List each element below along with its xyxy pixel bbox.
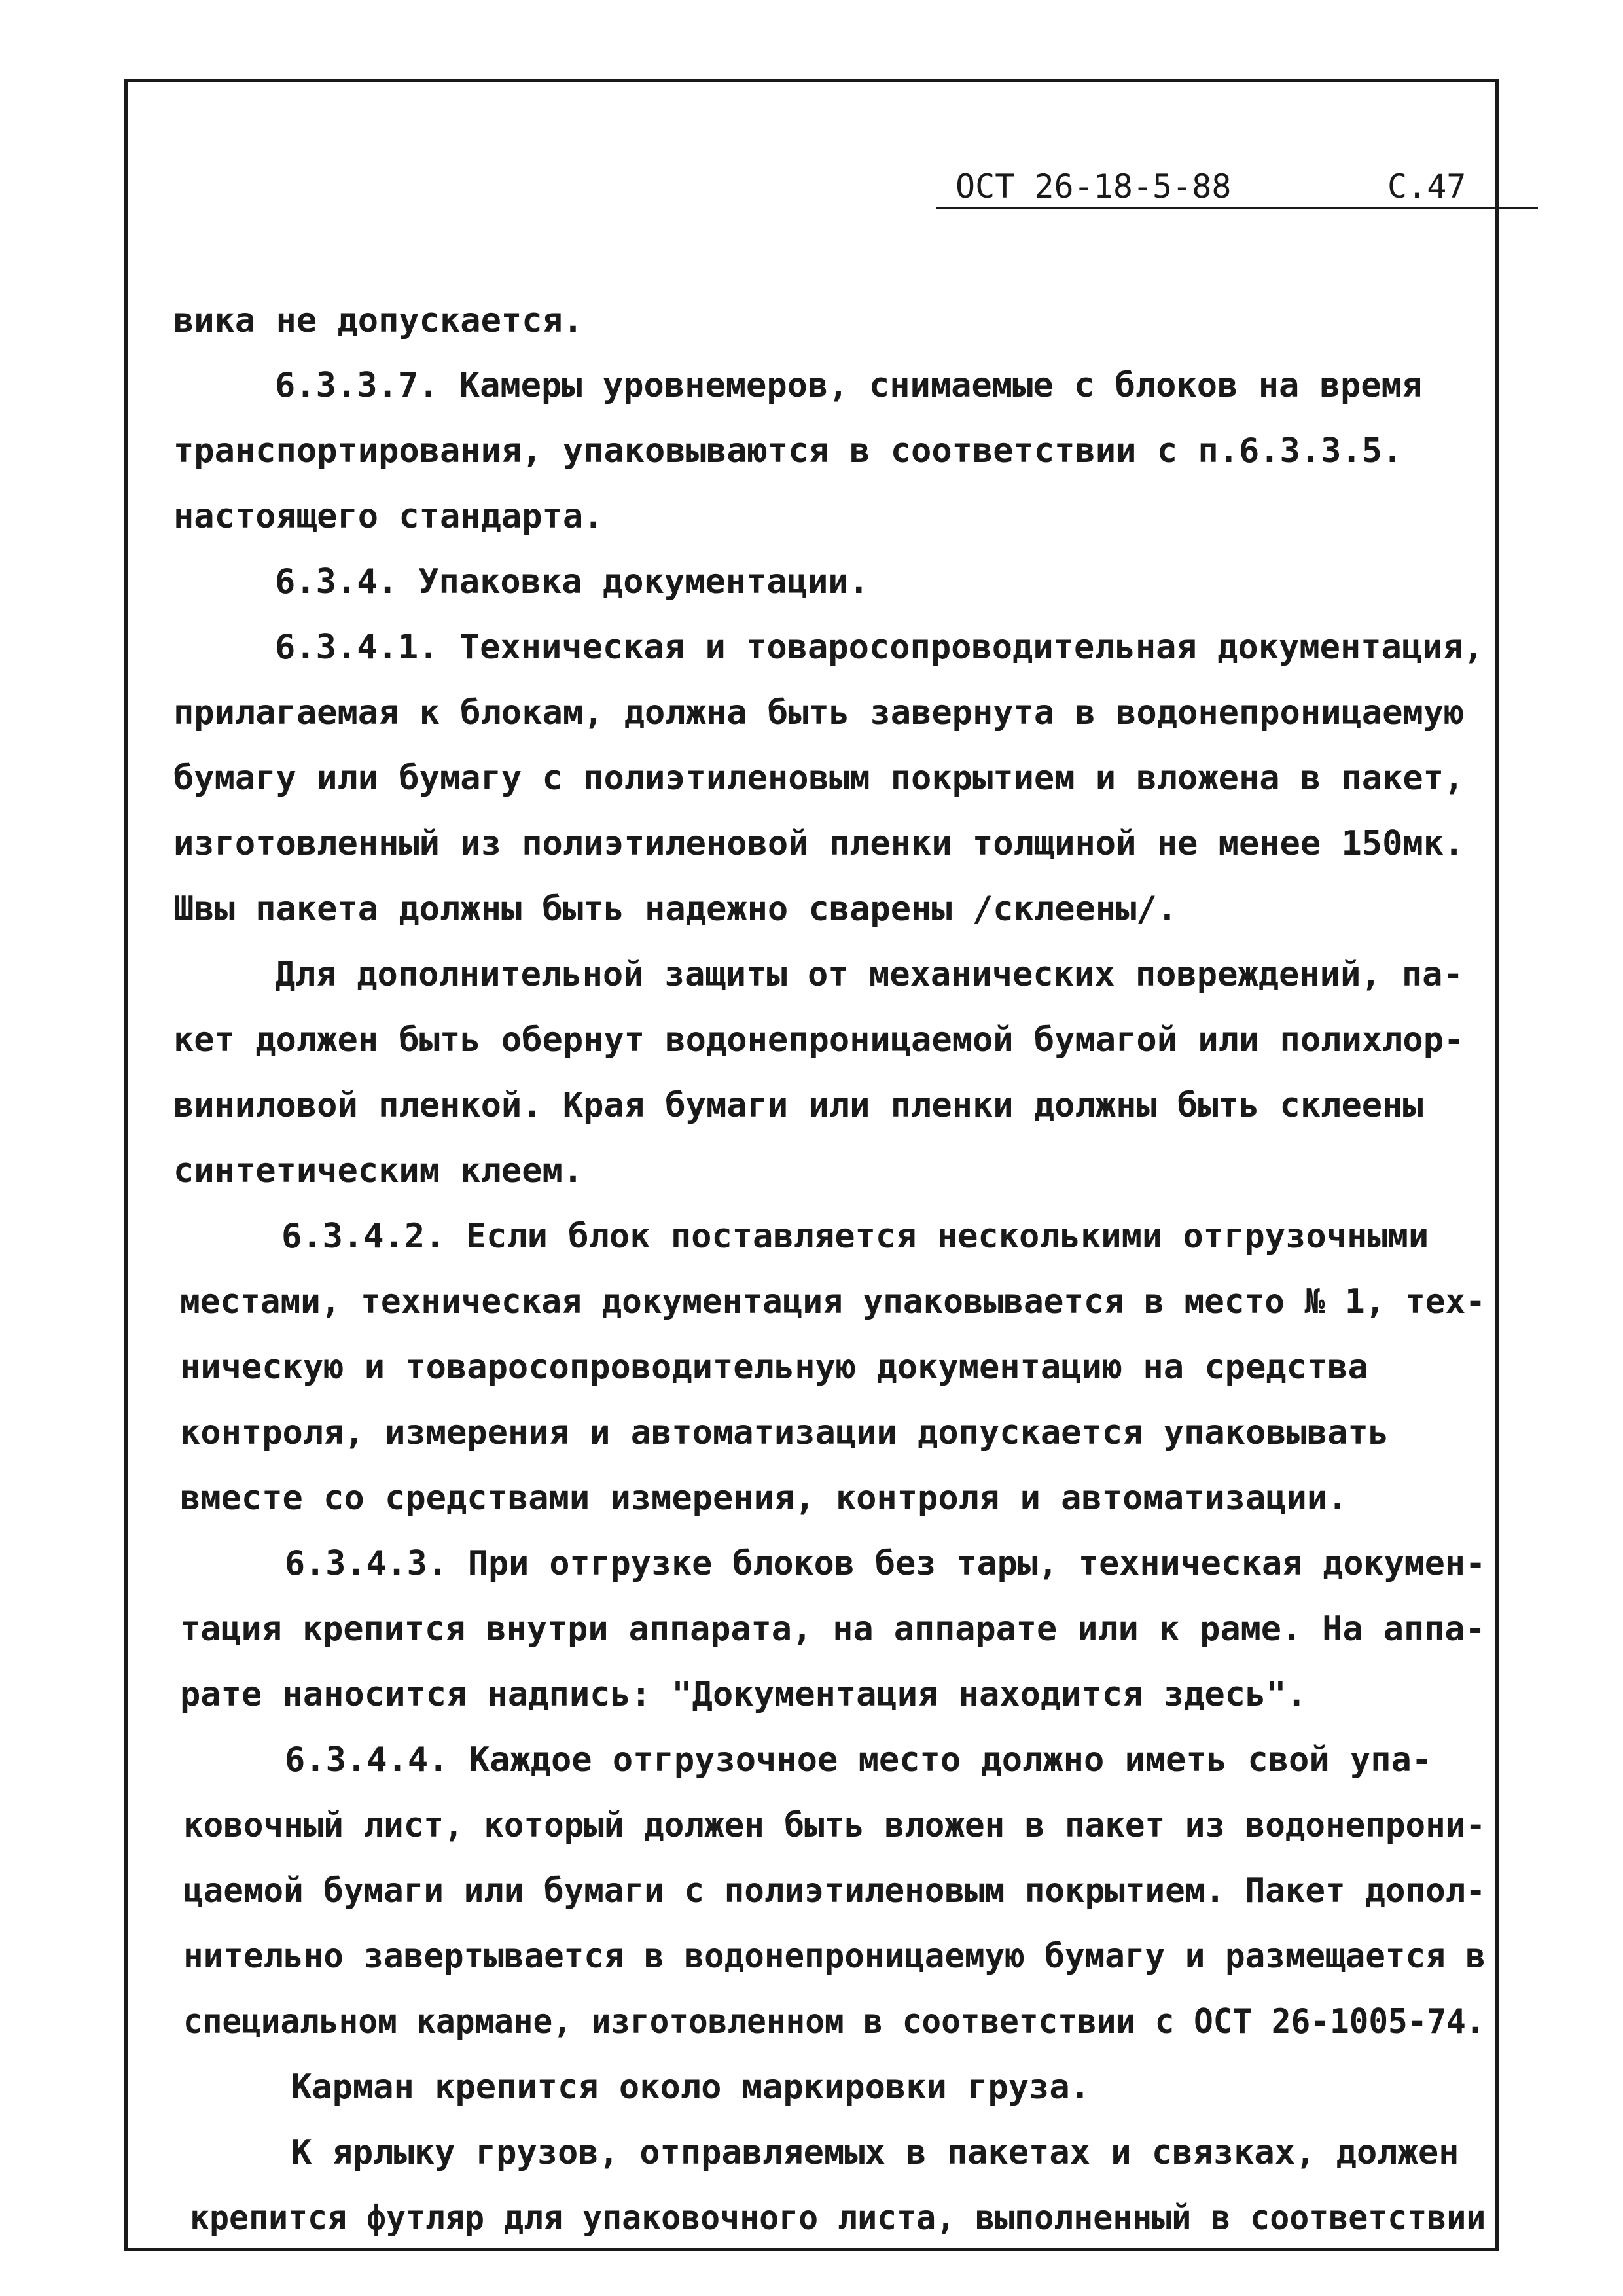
- text-line: настоящего стандарта.: [173, 497, 604, 536]
- text-line: Для дополнительной защиты от механических повреждений, па-: [275, 955, 1463, 994]
- text-line: кет должен быть обернут водонепроницаемой бумагой или полихлор-: [173, 1020, 1465, 1060]
- text-line: 6.3.4.1. Техническая и товаросопроводительная документация,: [275, 628, 1484, 667]
- text-line: ковочный лист, который должен быть вложен в пакет из водонепрони-: [183, 1806, 1486, 1845]
- text-line: 6.3.4.2. Если блок поставляется несколькими отгрузочными: [281, 1217, 1429, 1256]
- text-line: ническую и товаросопроводительную документацию на средства: [180, 1348, 1368, 1387]
- text-line: виниловой пленкой. Края бумаги или пленки должны быть склеены: [173, 1086, 1423, 1125]
- text-line: 6.3.4. Упаковка документации.: [275, 562, 869, 601]
- text-line: К ярлыку грузов, отправляемых в пакетах и связках, должен: [291, 2133, 1459, 2172]
- text-line: синтетическим клеем.: [173, 1151, 584, 1191]
- text-line: нительно завертывается в водонепроницаемую бумагу и размещается в: [183, 1937, 1486, 1976]
- text-line: Карман крепится около маркировки груза.: [291, 2068, 1090, 2107]
- page-header: [936, 167, 1538, 206]
- text-line: 6.3.3.7. Камеры уровнемеров, снимаемые с блоков на время: [275, 366, 1423, 405]
- text-line: изготовленный из полиэтиленовой пленки толщиной не менее 150мк.: [173, 824, 1465, 863]
- text-line: крепится футляр для упаковочного листа, выполненный в соответствии: [190, 2198, 1486, 2238]
- text-line: вика не допускается.: [173, 301, 584, 340]
- text-line: местами, техническая документация упаковывается в место № 1, тех-: [180, 1282, 1486, 1321]
- text-line: тация крепится внутри аппарата, на аппарате или к раме. На аппа-: [180, 1609, 1486, 1649]
- text-line: рате наносится надпись: "Документация находится здесь".: [180, 1675, 1307, 1714]
- header-underline: [936, 207, 1538, 209]
- text-line: транспортирования, упаковываются в соответствии с п.6.3.3.5.: [173, 431, 1403, 471]
- text-line: 6.3.4.3. При отгрузке блоков без тары, техническая докумен-: [285, 1544, 1486, 1583]
- text-line: прилагаемая к блокам, должна быть завернута в водонепроницаемую: [173, 693, 1465, 732]
- text-line: бумагу или бумагу с полиэтиленовым покрытием и вложена в пакет,: [173, 759, 1465, 798]
- text-line: контроля, измерения и автоматизации допускается упаковывать: [180, 1413, 1389, 1452]
- text-line: 6.3.4.4. Каждое отгрузочное место должно иметь свой упа-: [285, 1740, 1433, 1780]
- document-code: ОСТ 26-18-5-88: [955, 168, 1232, 206]
- text-line: специальном кармане, изготовленном в соответствии с ОСТ 26-1005-74.: [183, 2002, 1486, 2041]
- page-number: С.47: [1387, 168, 1467, 206]
- text-line: цаемой бумаги или бумаги с полиэтиленовым покрытием. Пакет допол-: [183, 1871, 1486, 1910]
- text-line: вместе со средствами измерения, контроля и автоматизации.: [180, 1479, 1348, 1518]
- text-line: Швы пакета должны быть надежно сварены /склеены/.: [173, 889, 1178, 929]
